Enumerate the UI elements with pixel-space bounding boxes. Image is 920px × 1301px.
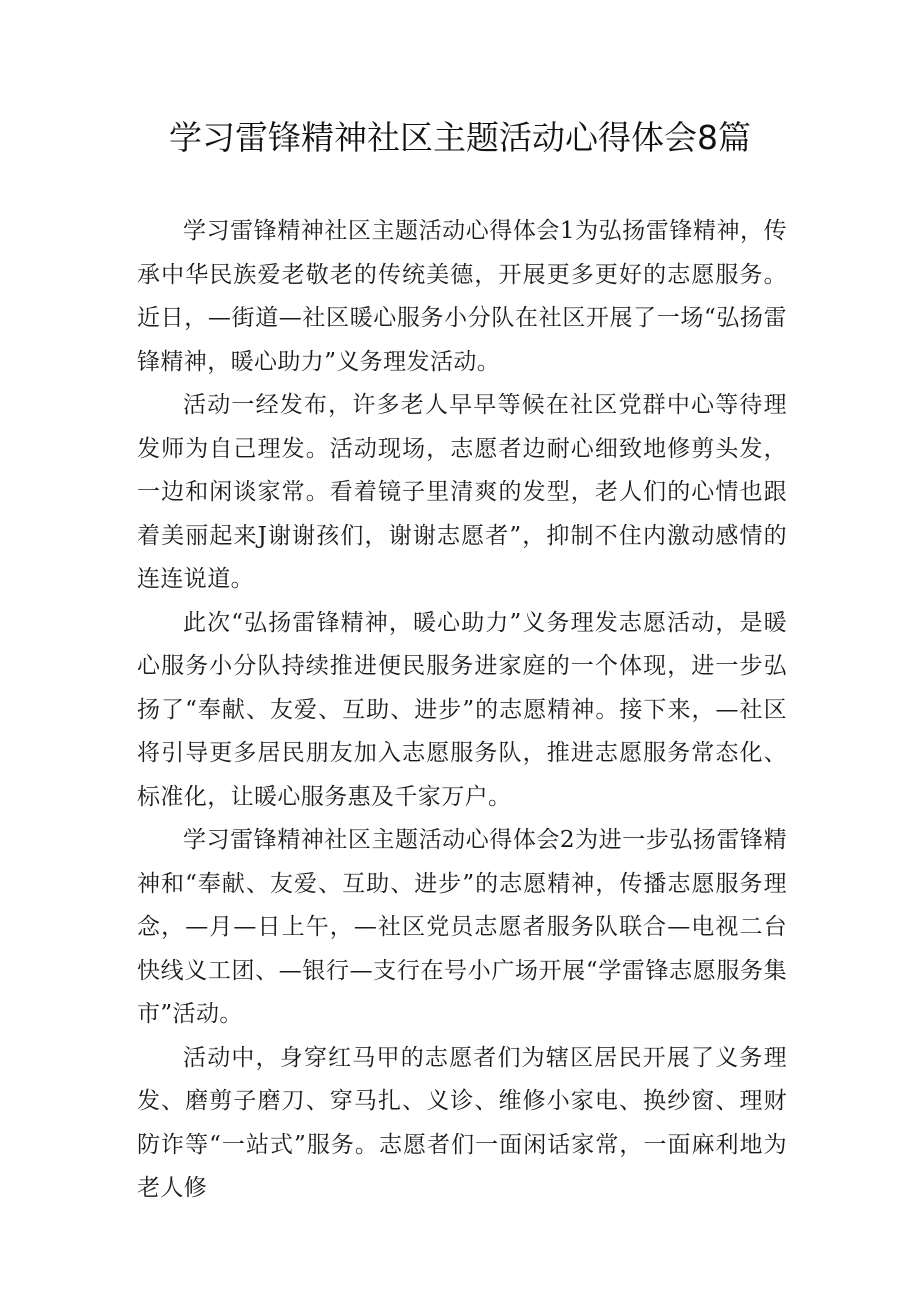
paragraph: 活动一经发布，许多老人早早等候在社区党群中心等待理发师为自己理发。活动现场，志愿者边耐心细致地修剪头发，一边和闲谈家常。看着镜子里清爽的发型，老人们的心情也跟着美丽起来J谢谢孩们，谢谢志愿者”，抑制不住内激动感情的连连说道。 xyxy=(137,392,787,592)
paragraph: 学习雷锋精神社区主题活动心得体会1为弘扬雷锋精神，传承中华民族爱老敬老的传统美德，开展更多更好的志愿服务。近日，—街道—社区暖心服务小分队在社区开展了一场“弘扬雷锋精神，暖心助力”义务理发活动。 xyxy=(137,218,787,375)
paragraph: 活动中，身穿红马甲的志愿者们为辖区居民开展了义务理发、磨剪子磨刀、穿马扎、义诊、维修小家电、换纱窗、理财防诈等“一站式”服务。志愿者们一面闲话家常，一面麻利地为老人修 xyxy=(137,1044,787,1201)
document-body xyxy=(137,210,787,1211)
paragraph: 学习雷锋精神社区主题活动心得体会2为进一步弘扬雷锋精神和“奉献、友爱、互助、进步”的志愿精神，传播志愿服务理念，—月—日上午，—社区党员志愿者服务队联合—电视二台快线义工团、—银行—支行在号小广场开展“学雷锋志愿服务集市”活动。 xyxy=(137,827,787,1027)
document-title: 学习雷锋精神社区主题活动心得体会8篇 xyxy=(169,118,751,157)
paragraph: 此次“弘扬雷锋精神，暖心助力”义务理发志愿活动，是暖心服务小分队持续推进便民服务进家庭的一个体现，进一步弘扬了“奉献、友爱、互助、进步”的志愿精神。接下来，—社区将引导更多居民朋友加入志愿服务队，推进志愿服务常态化、标准化，让暖心服务惠及千家万户。 xyxy=(137,609,787,810)
